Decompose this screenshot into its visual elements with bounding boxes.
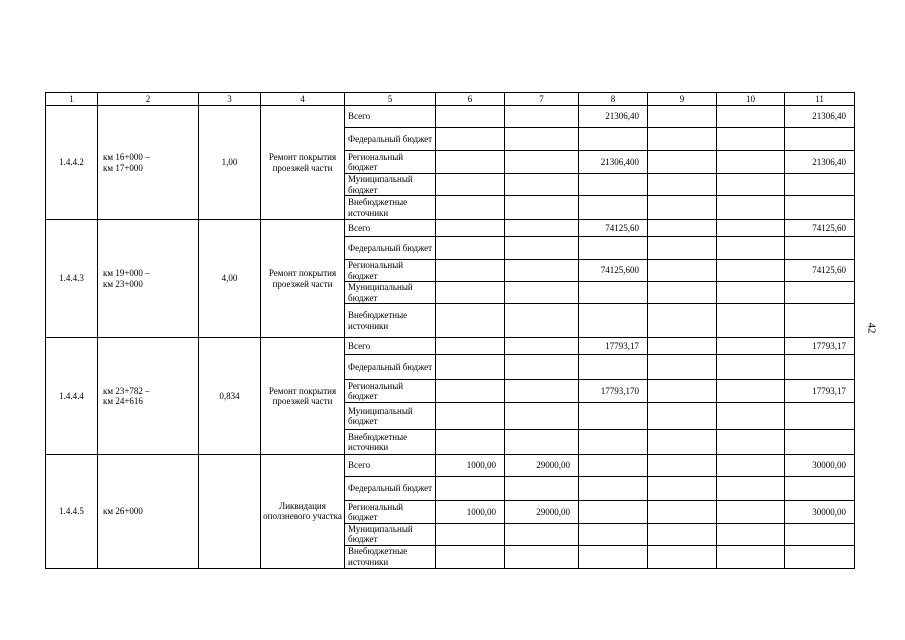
length-cell: 4,00 (199, 220, 261, 338)
value-cell-10 (717, 355, 785, 380)
source-cell: Региональный бюджет (345, 501, 436, 524)
value-cell-9 (648, 151, 717, 174)
table-row (46, 106, 855, 128)
work-type-cell: Ремонт покрытия проезжей части (261, 220, 345, 338)
value-cell-7: 29000,00 (505, 501, 579, 524)
value-cell-9 (648, 260, 717, 282)
value-cell-6 (436, 355, 505, 380)
source-cell: Внебюджетные источники (345, 430, 436, 455)
value-cell-8: 21306,400 (579, 151, 648, 174)
work-type-cell: Ремонт покрытия проезжей части (261, 106, 345, 220)
value-cell-7 (505, 545, 579, 568)
value-cell-11: 74125,60 (785, 220, 855, 237)
value-cell-7 (505, 430, 579, 455)
value-cell-8 (579, 196, 648, 220)
header-cell: 9 (648, 93, 717, 106)
value-cell-6 (436, 196, 505, 220)
value-cell-9 (648, 220, 717, 237)
value-cell-6 (436, 545, 505, 568)
source-cell: Региональный бюджет (345, 380, 436, 403)
budget-table (45, 92, 855, 569)
value-cell-10 (717, 260, 785, 282)
value-cell-11 (785, 430, 855, 455)
value-cell-6 (436, 380, 505, 403)
value-cell-8 (579, 524, 648, 546)
header-cell: 10 (717, 93, 785, 106)
value-cell-6 (436, 151, 505, 174)
value-cell-8 (579, 304, 648, 338)
value-cell-6: 1000,00 (436, 455, 505, 477)
value-cell-11 (785, 524, 855, 546)
value-cell-10 (717, 545, 785, 568)
value-cell-11: 17793,17 (785, 338, 855, 355)
value-cell-8: 74125,60 (579, 220, 648, 237)
table-row (46, 455, 855, 477)
value-cell-6 (436, 174, 505, 196)
value-cell-11: 74125,60 (785, 260, 855, 282)
value-cell-11 (785, 355, 855, 380)
header-cell: 2 (98, 93, 199, 106)
value-cell-11: 17793,17 (785, 380, 855, 403)
value-cell-9 (648, 174, 717, 196)
value-cell-8 (579, 403, 648, 430)
km-cell: км 23+782 – км 24+616 (98, 338, 199, 455)
source-cell: Региональный бюджет (345, 260, 436, 282)
value-cell-7 (505, 403, 579, 430)
value-cell-8 (579, 477, 648, 501)
source-cell: Всего (345, 106, 436, 128)
value-cell-11: 30000,00 (785, 455, 855, 477)
value-cell-7 (505, 128, 579, 151)
header-cell: 8 (579, 93, 648, 106)
value-cell-8 (579, 174, 648, 196)
value-cell-11 (785, 237, 855, 260)
km-cell: км 26+000 (98, 455, 199, 569)
value-cell-6 (436, 220, 505, 237)
header-cell: 4 (261, 93, 345, 106)
value-cell-9 (648, 106, 717, 128)
source-cell: Всего (345, 220, 436, 237)
value-cell-7 (505, 355, 579, 380)
source-cell: Федеральный бюджет (345, 237, 436, 260)
value-cell-6 (436, 128, 505, 151)
value-cell-8: 17793,170 (579, 380, 648, 403)
km-cell: км 16+000 – км 17+000 (98, 106, 199, 220)
source-cell: Внебюджетные источники (345, 196, 436, 220)
value-cell-8 (579, 128, 648, 151)
value-cell-11 (785, 477, 855, 501)
source-cell: Муниципальный бюджет (345, 174, 436, 196)
source-cell: Федеральный бюджет (345, 477, 436, 501)
value-cell-7 (505, 304, 579, 338)
value-cell-11 (785, 128, 855, 151)
work-type-cell: Ликвидация оползневого участка (261, 455, 345, 569)
value-cell-11 (785, 304, 855, 338)
value-cell-9 (648, 430, 717, 455)
item-id-cell: 1.4.4.2 (46, 106, 98, 220)
value-cell-8 (579, 455, 648, 477)
table-body (46, 93, 855, 569)
value-cell-7 (505, 477, 579, 501)
value-cell-6 (436, 524, 505, 546)
table-row (46, 220, 855, 237)
value-cell-7 (505, 174, 579, 196)
value-cell-6 (436, 106, 505, 128)
value-cell-7 (505, 380, 579, 403)
header-cell: 1 (46, 93, 98, 106)
source-cell: Федеральный бюджет (345, 128, 436, 151)
value-cell-7 (505, 338, 579, 355)
header-cell: 6 (436, 93, 505, 106)
value-cell-10 (717, 151, 785, 174)
value-cell-8: 74125,600 (579, 260, 648, 282)
value-cell-8 (579, 545, 648, 568)
value-cell-9 (648, 380, 717, 403)
source-cell: Муниципальный бюджет (345, 524, 436, 546)
value-cell-10 (717, 455, 785, 477)
value-cell-11: 21306,40 (785, 151, 855, 174)
work-type-cell: Ремонт покрытия проезжей части (261, 338, 345, 455)
value-cell-9 (648, 196, 717, 220)
value-cell-6 (436, 237, 505, 260)
value-cell-9 (648, 403, 717, 430)
value-cell-10 (717, 304, 785, 338)
source-cell: Внебюджетные источники (345, 304, 436, 338)
value-cell-10 (717, 477, 785, 501)
header-cell: 7 (505, 93, 579, 106)
value-cell-11 (785, 545, 855, 568)
header-row (46, 93, 855, 106)
value-cell-6 (436, 403, 505, 430)
value-cell-9 (648, 355, 717, 380)
value-cell-11: 30000,00 (785, 501, 855, 524)
value-cell-8 (579, 237, 648, 260)
value-cell-8 (579, 501, 648, 524)
value-cell-8 (579, 355, 648, 380)
value-cell-8 (579, 282, 648, 304)
value-cell-7 (505, 237, 579, 260)
value-cell-9 (648, 545, 717, 568)
value-cell-6 (436, 260, 505, 282)
source-cell: Муниципальный бюджет (345, 282, 436, 304)
item-id-cell: 1.4.4.5 (46, 455, 98, 569)
value-cell-6 (436, 304, 505, 338)
value-cell-7 (505, 106, 579, 128)
value-cell-9 (648, 501, 717, 524)
value-cell-10 (717, 282, 785, 304)
value-cell-11 (785, 196, 855, 220)
table-row (46, 338, 855, 355)
value-cell-8: 17793,17 (579, 338, 648, 355)
source-cell: Муниципальный бюджет (345, 403, 436, 430)
value-cell-7: 29000,00 (505, 455, 579, 477)
value-cell-9 (648, 237, 717, 260)
value-cell-10 (717, 174, 785, 196)
value-cell-10 (717, 380, 785, 403)
value-cell-7 (505, 260, 579, 282)
value-cell-6 (436, 477, 505, 501)
value-cell-10 (717, 338, 785, 355)
value-cell-10 (717, 501, 785, 524)
value-cell-8: 21306,40 (579, 106, 648, 128)
value-cell-11: 21306,40 (785, 106, 855, 128)
value-cell-7 (505, 151, 579, 174)
value-cell-9 (648, 338, 717, 355)
km-cell: км 19+000 – км 23+000 (98, 220, 199, 338)
source-cell: Региональный бюджет (345, 151, 436, 174)
value-cell-10 (717, 430, 785, 455)
length-cell: 1,00 (199, 106, 261, 220)
page-number: 42 (865, 322, 878, 334)
value-cell-7 (505, 220, 579, 237)
header-cell: 11 (785, 93, 855, 106)
value-cell-9 (648, 128, 717, 151)
header-cell: 5 (345, 93, 436, 106)
source-cell: Федеральный бюджет (345, 355, 436, 380)
length-cell (199, 455, 261, 569)
value-cell-10 (717, 106, 785, 128)
value-cell-9 (648, 282, 717, 304)
value-cell-7 (505, 196, 579, 220)
source-cell: Всего (345, 338, 436, 355)
value-cell-7 (505, 282, 579, 304)
value-cell-10 (717, 196, 785, 220)
value-cell-11 (785, 282, 855, 304)
value-cell-10 (717, 403, 785, 430)
value-cell-6 (436, 338, 505, 355)
value-cell-10 (717, 237, 785, 260)
source-cell: Всего (345, 455, 436, 477)
value-cell-6: 1000,00 (436, 501, 505, 524)
value-cell-9 (648, 455, 717, 477)
value-cell-9 (648, 477, 717, 501)
header-cell: 3 (199, 93, 261, 106)
value-cell-10 (717, 128, 785, 151)
value-cell-6 (436, 430, 505, 455)
source-cell: Внебюджетные источники (345, 545, 436, 568)
value-cell-9 (648, 304, 717, 338)
value-cell-11 (785, 174, 855, 196)
value-cell-7 (505, 524, 579, 546)
value-cell-10 (717, 220, 785, 237)
value-cell-10 (717, 524, 785, 546)
value-cell-11 (785, 403, 855, 430)
item-id-cell: 1.4.4.3 (46, 220, 98, 338)
value-cell-6 (436, 282, 505, 304)
item-id-cell: 1.4.4.4 (46, 338, 98, 455)
value-cell-9 (648, 524, 717, 546)
length-cell: 0,834 (199, 338, 261, 455)
value-cell-8 (579, 430, 648, 455)
